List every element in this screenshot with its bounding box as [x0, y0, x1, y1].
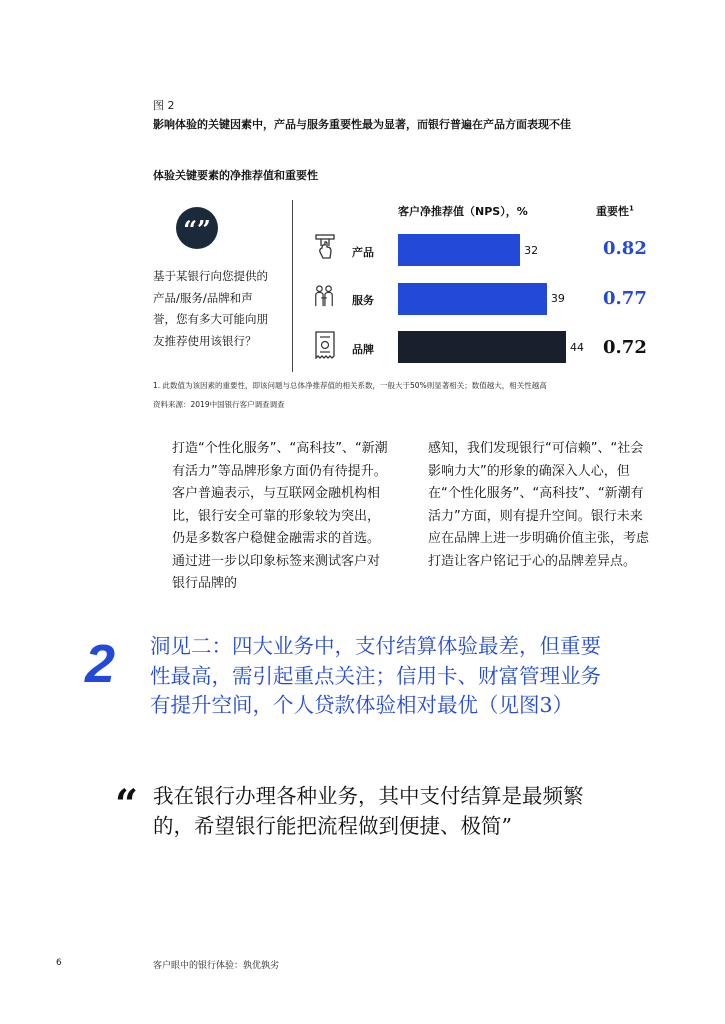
chart-source: 资料来源：2019中国银行客户调查调查 — [153, 400, 285, 409]
category-label: 品牌 — [352, 343, 374, 356]
brand-icon — [314, 331, 336, 359]
nps-bar — [398, 331, 566, 363]
service-icon — [313, 283, 335, 311]
nps-bar — [398, 234, 520, 266]
nps-value-label: 44 — [570, 341, 584, 354]
section-heading: 洞见二：四大业务中，支付结算体验最差，但重要性最高，需引起重点关注；信用卡、财富管理业务有提升空间，个人贷款体验相对最优（见图3） — [150, 634, 601, 717]
nps-axis-header: 客户净推荐值（NPS），% — [398, 205, 528, 218]
chart-title: 体验关键要素的净推荐值和重要性 — [153, 169, 318, 182]
importance-footnote-mark: 1 — [629, 204, 634, 213]
chart-divider — [292, 200, 293, 372]
category-label: 服务 — [352, 294, 374, 307]
running-footer: 客户眼中的银行体验：孰优孰劣 — [153, 961, 280, 971]
page-number: 6 — [56, 958, 62, 968]
figure-title: 影响体验的关键因素中，产品与服务重要性最为显著，而银行普遍在产品方面表现不佳 — [153, 118, 571, 131]
importance-header-text: 重要性 — [596, 205, 629, 218]
importance-value: 0.77 — [603, 288, 647, 309]
body-text-left: 打造“个性化服务”、“高科技”、“新潮有活力”等品牌形象方面仍有待提升。客户普遍表示，与互联网金融机构相比，银行安全可靠的形象较为突出，仍是多数客户稳健金融需求的首选。通过进一步以印象标签来测试客户对银行品牌的 — [172, 441, 388, 591]
nps-bar — [398, 283, 547, 315]
importance-header — [596, 203, 634, 219]
body-text-right: 感知，我们发现银行“可信赖”、“社会影响力大”的形象的确深入人心，但在“个性化服务”、“高科技”、“新潮有活力”方面，则有提升空间。银行未来应在品牌上进一步明确价值主张，考虑打造让客户铭记于心的品牌差异点。 — [428, 441, 650, 569]
nps-value-label: 32 — [524, 244, 539, 257]
nps-value-label: 39 — [550, 292, 565, 305]
product-icon — [314, 234, 336, 262]
chart-footnote: 1. 此数值为该因素的重要性，即该问题与总体净推荐值的相关系数，一般大于50%则显著相关；数值越大，相关性越高 — [153, 381, 547, 390]
pull-quote: 我在银行办理各种业务，其中支付结算是最频繁的，希望银行能把流程做到便捷、极简” — [153, 784, 584, 838]
quote-mark-icon: “ — [115, 781, 139, 828]
importance-value: 0.82 — [603, 238, 647, 259]
section-number: 2 — [85, 634, 116, 694]
survey-question: 基于某银行向您提供的产品/服务/品牌和声誉，您有多大可能向朋友推荐使用该银行？ — [153, 269, 268, 348]
category-label: 产品 — [352, 246, 374, 259]
importance-value: 0.72 — [603, 337, 647, 358]
figure-label: 图 2 — [153, 99, 175, 112]
quote-icon: “” — [176, 207, 218, 249]
